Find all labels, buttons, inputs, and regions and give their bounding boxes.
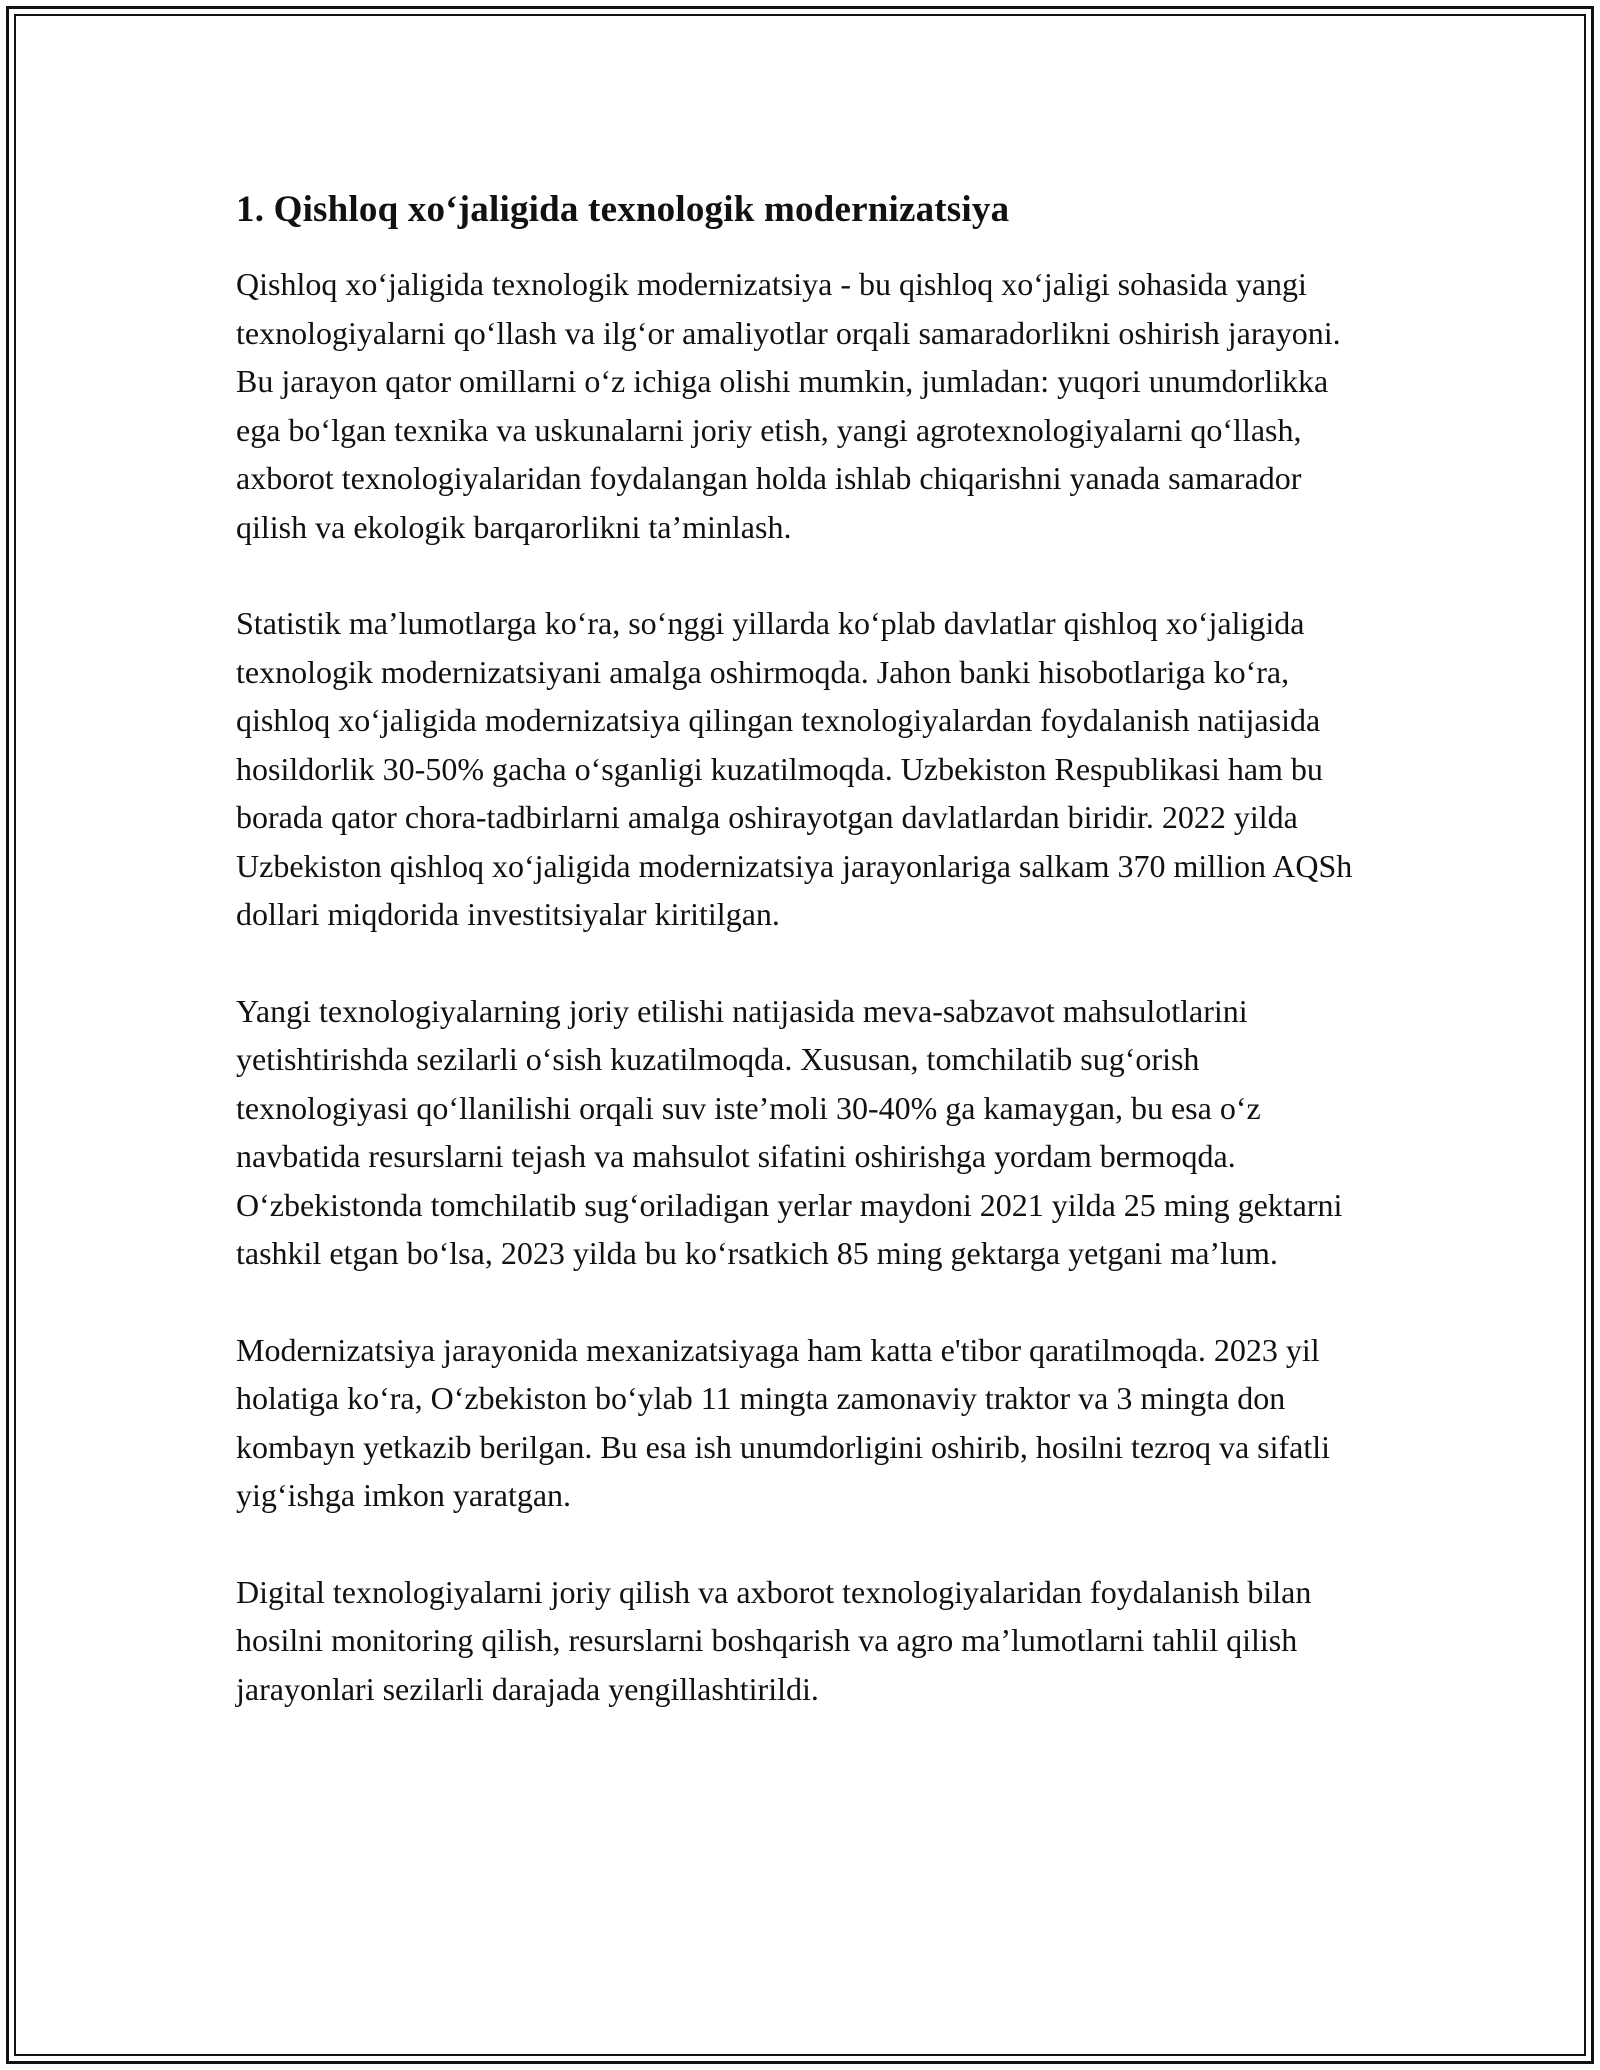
paragraph-mechanization: Modernizatsiya jarayonida mexanizatsiyaga ham katta e'tibor qaratilmoqda. 2023 yil holatiga ko‘ra, O‘zbekiston bo‘ylab 11 mingta zamonaviy traktor va 3 mingta don kombayn yetkazib berilgan. Bu esa ish unumdorligini oshirib, hosilni tezroq va sifatli yig‘ishga imkon yaratgan.	[236, 1331, 1331, 1513]
document-body	[236, 186, 1376, 1713]
paragraph-statistics: Statistik ma’lumotlarga ko‘ra, so‘nggi yillarda ko‘plab davlatlar qishloq xo‘jaligida texnologik modernizatsiyani amalga oshirmoqda. Jahon banki hisobotlariga ko‘ra, qishloq xo‘jaligida modernizatsiya qilingan texnologiyalardan foydalanish natijasida hosildorlik 30-50% gacha o‘sganligi kuzatilmoqda. Uzbekiston Respublikasi ham bu borada qator chora-tadbirlarni amalga oshirayotgan davlatlardan biridir. 2022 yilda Uzbekiston qishloq xo‘jaligida modernizatsiya jarayonlariga salkam 370 million AQSh dollari miqdorida investitsiyalar kiritilgan.	[236, 605, 1353, 932]
section-heading: 1. Qishloq xo‘jaligida texnologik modernizatsiya	[236, 189, 1010, 230]
paragraph-digital: Digital texnologiyalarni joriy qilish va axborot texnologiyalaridan foydalanish bilan hosilni monitoring qilish, resurslarni boshqarish va agro ma’lumotlarni tahlil qilish jarayonlari sezilarli darajada yengillashtirildi.	[236, 1573, 1312, 1707]
paragraph-definition: Qishloq xo‘jaligida texnologik modernizatsiya - bu qishloq xo‘jaligi sohasida yangi texnologiyalarni qo‘llash va ilg‘or amaliyotlar orqali samaradorlikni oshirish jarayoni. Bu jarayon qator omillarni o‘z ichiga olishi mumkin, jumladan: yuqori unumdorlikka ega bo‘lgan texnika va uskunalarni joriy etish, yangi agrotexnologiyalarni qo‘llash, axborot texnologiyalaridan foydalangan holda ishlab chiqarishni yanada samarador qilish va ekologik barqarorlikni ta’minlash.	[236, 266, 1341, 545]
paragraph-drip-irrigation: Yangi texnologiyalarning joriy etilishi natijasida meva-sabzavot mahsulotlarini yetishtirishda sezilarli o‘sish kuzatilmoqda. Xususan, tomchilatib sug‘orish texnologiyasi qo‘llanilishi orqali suv iste’moli 30-40% ga kamaygan, bu esa o‘z navbatida resurslarni tejash va mahsulot sifatini oshirishga yordam bermoqda. O‘zbekistonda tomchilatib sug‘oriladigan yerlar maydoni 2021 yilda 25 ming gektarni tashkil etgan bo‘lsa, 2023 yilda bu ko‘rsatkich 85 ming gektarga yetgani ma’lum.	[236, 992, 1343, 1271]
